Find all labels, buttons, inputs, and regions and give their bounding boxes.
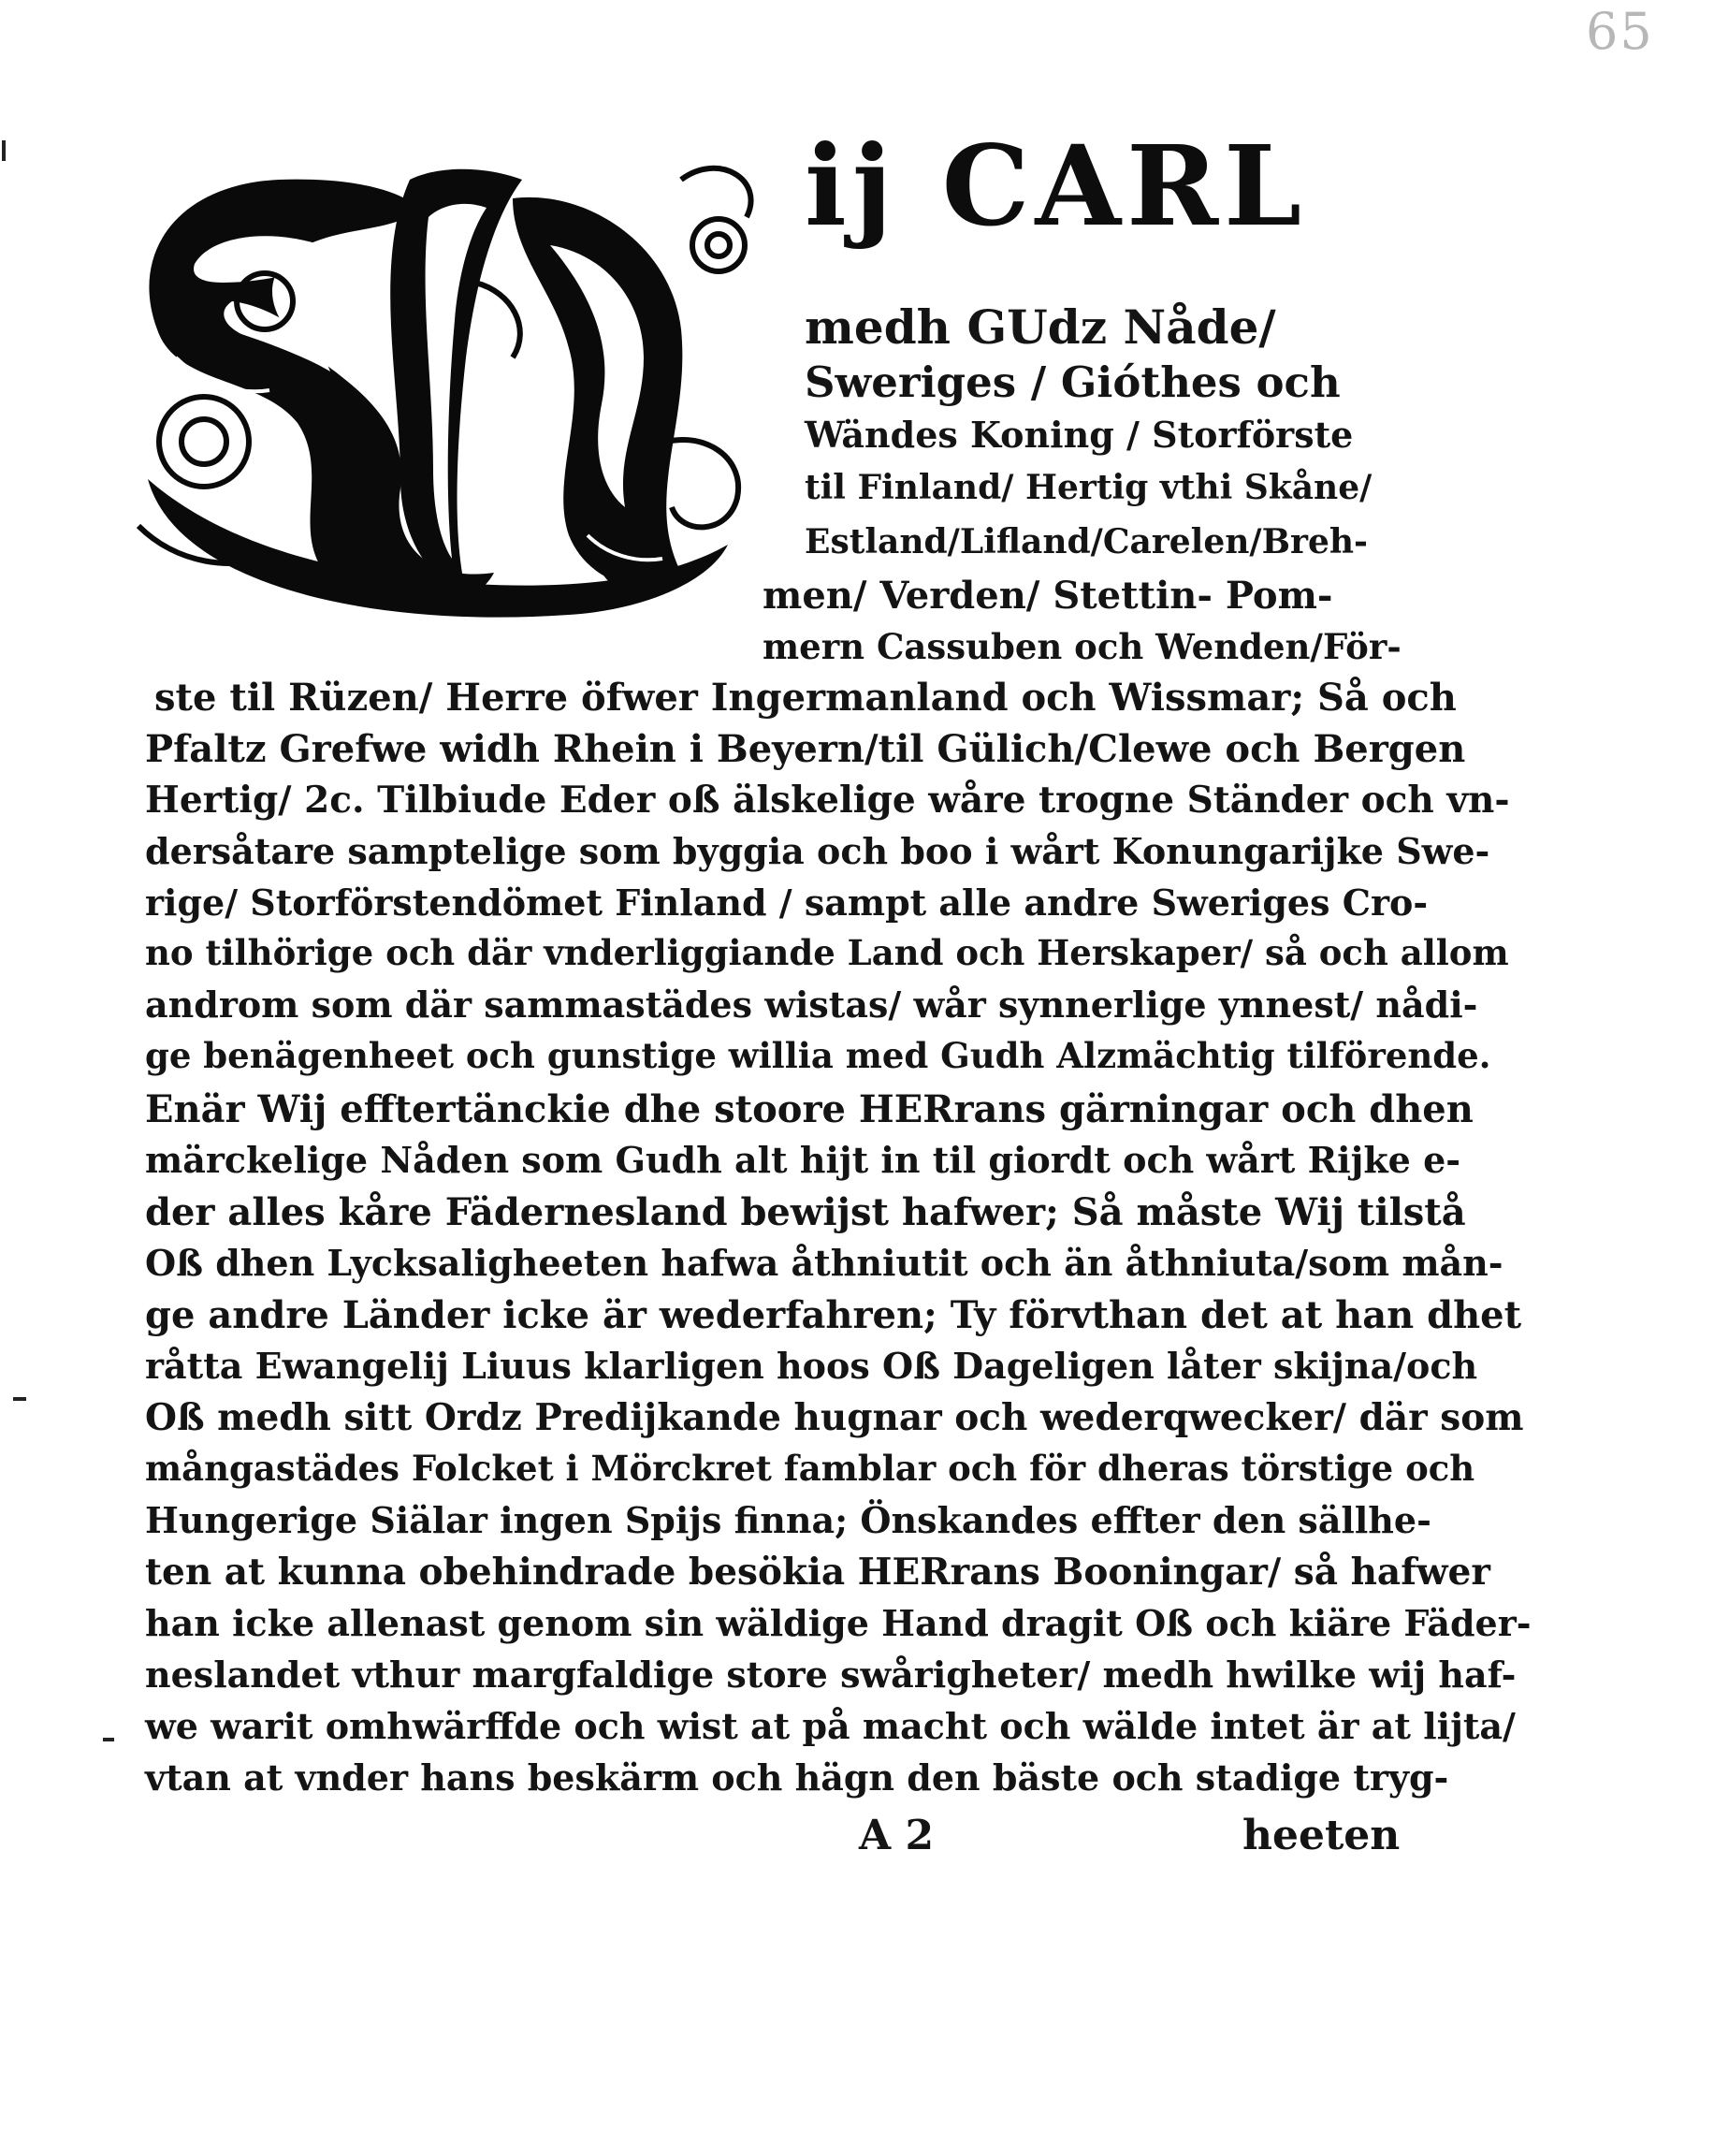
heading-ij-carl: ij CARL bbox=[805, 121, 1308, 251]
text-line: Sweriges / Gióthes och bbox=[805, 357, 1341, 407]
text-line: märckelige Nåden som Gudh alt hijt in til giordt och wårt Rijke e- bbox=[145, 1139, 1461, 1181]
text-line: Pfaltz Grefwe widh Rhein i Beyern/til Gülich/Clewe och Bergen bbox=[145, 727, 1466, 771]
text-line: Oß dhen Lycksaligheeten hafwa åthniutit och än åthniuta/som mån- bbox=[145, 1242, 1503, 1284]
margin-mark-top bbox=[2, 140, 6, 161]
signature-mark: A 2 bbox=[859, 1812, 935, 1859]
text-line: men/ Verden/ Stettin- Pom- bbox=[763, 574, 1333, 618]
text-line: til Finland/ Hertig vthi Skåne/ bbox=[805, 468, 1373, 507]
text-line: der alles kåre Fädernesland bewijst hafwer; Så måste Wij tilstå bbox=[145, 1190, 1466, 1234]
text-line: mångastädes Folcket i Mörckret famblar och för dheras törstige och bbox=[145, 1448, 1475, 1489]
catchword: heeten bbox=[1242, 1812, 1401, 1859]
text-line: rige/ Storförstendömet Finland / sampt alle andre Sweriges Cro- bbox=[145, 881, 1429, 924]
text-line: ten at kunna obehindrade besökia HERrans Booningar/ så hafwer bbox=[145, 1551, 1490, 1594]
text-line: Hungerige Siälar ingen Spijs finna; Önskandes effter den sällhe- bbox=[145, 1499, 1431, 1541]
decorated-initial-w bbox=[120, 142, 765, 629]
text-line: androm som där sammastädes wistas/ wår synnerlige ynnest/ nådi- bbox=[145, 983, 1478, 1026]
text-line: medh GUdz Nåde/ bbox=[805, 299, 1276, 355]
text-line: Wändes Koning / Storförste bbox=[805, 414, 1354, 456]
text-line: mern Cassuben och Wenden/För- bbox=[763, 626, 1402, 667]
text-line: ste til Rüzen/ Herre öfwer Ingermanland och Wissmar; Så och bbox=[154, 676, 1457, 720]
text-line: Estland/Lifland/Carelen/Breh- bbox=[805, 522, 1368, 561]
text-line: han icke allenast genom sin wäldige Hand dragit Oß och kiäre Fäder- bbox=[145, 1602, 1532, 1644]
margin-mark-bottom bbox=[103, 1738, 114, 1741]
text-line: vtan at vnder hans beskärm och hägn den bäste och stadige tryg- bbox=[145, 1756, 1449, 1799]
text-line: Enär Wij efftertänckie dhe stoore HERrans gärningar och dhen bbox=[145, 1087, 1474, 1131]
text-line: we warit omhwärffde och wist at på macht och wälde intet är at lijta/ bbox=[145, 1705, 1516, 1747]
text-line: ge benägenheet och gunstige willia med Gudh Alzmächtig tilförende. bbox=[145, 1035, 1491, 1076]
text-line: ge andre Länder icke är wederfahren; Ty förvthan det at han dhet bbox=[145, 1293, 1522, 1337]
text-line: no tilhörige och där vnderliggiande Land och Herskaper/ så och allom bbox=[145, 932, 1509, 973]
page-number: 65 bbox=[1586, 2, 1654, 61]
margin-mark-middle bbox=[13, 1397, 26, 1401]
text-line: neslandet vthur margfaldige store swårigheter/ medh hwilke wij haf- bbox=[145, 1653, 1517, 1696]
text-line: Hertig/ 2c. Tilbiude Eder oß älskelige wåre trogne Ständer och vn- bbox=[145, 779, 1510, 822]
text-line: råtta Ewangelij Liuus klarligen hoos Oß Dageligen låter skijna/och bbox=[145, 1345, 1478, 1387]
text-line: dersåtare samptelige som byggia och boo i wårt Konungarijke Swe- bbox=[145, 830, 1490, 872]
text-line: Oß medh sitt Ordz Predijkande hugnar och wederqwecker/ där som bbox=[145, 1396, 1524, 1439]
